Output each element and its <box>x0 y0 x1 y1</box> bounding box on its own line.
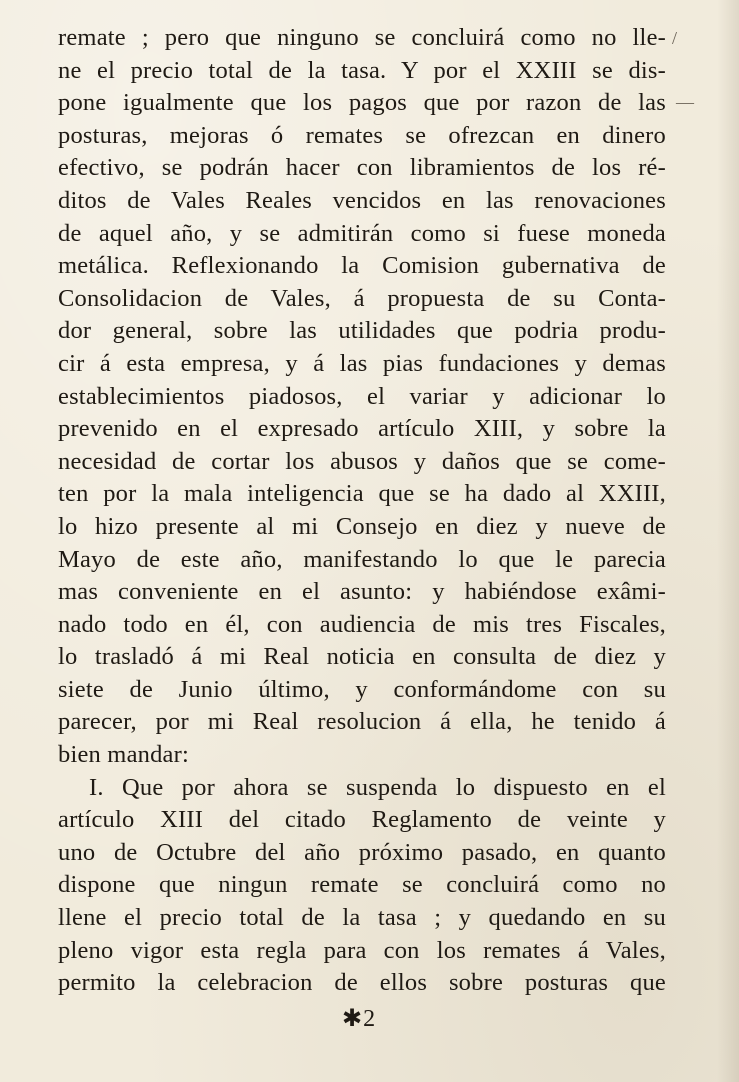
text-line: lo trasladó á mi Real noticia en consulta de diez y <box>58 643 666 671</box>
text-line: ten por la mala inteligencia que se ha dado al XXIII, <box>58 480 666 508</box>
text-line: lo hizo presente al mi Consejo en diez y nueve de <box>58 512 666 540</box>
text-line: uno de Octubre del año próximo pasado, en quanto <box>58 838 666 866</box>
text-line: Mayo de este año, manifestando lo que le parecia <box>58 545 666 573</box>
text-line: remate ; pero que ninguno se concluirá como no lle- <box>58 24 666 51</box>
text-line: llene el precio total de la tasa ; y quedando en su <box>58 904 666 932</box>
margin-stroke-mark: — <box>676 92 694 112</box>
text-line: parecer, por mi Real resolucion á ella, he tenido á <box>58 708 666 736</box>
text-line: mas conveniente en el asunto: y habiéndose exâmi- <box>58 578 666 606</box>
text-line: cir á esta empresa, y á las pias fundaciones y demas <box>58 349 666 377</box>
text-line: dor general, sobre las utilidades que podria produ- <box>58 317 666 345</box>
text-line: posturas, mejoras ó remates se ofrezcan en dinero <box>58 121 666 149</box>
text-line: Consolidacion de Vales, á propuesta de su Conta- <box>58 284 666 312</box>
page-edge-shadow <box>717 0 739 1082</box>
text-line: dispone que ningun remate se concluirá como no <box>58 871 666 899</box>
text-line: nado todo en él, con audiencia de mis tres Fiscales, <box>58 610 666 638</box>
text-line: establecimientos piadosos, el variar y adicionar lo <box>58 382 666 410</box>
text-line: artículo XIII del citado Reglamento de veinte y <box>58 806 666 834</box>
text-line: metálica. Reflexionando la Comision gubernativa de <box>58 252 666 280</box>
text-line: necesidad de cortar los abusos y daños que se come- <box>58 447 666 475</box>
text-line: pleno vigor esta regla para con los remates á Vales, <box>58 936 666 964</box>
signature-mark: ✱2 <box>342 1006 377 1032</box>
margin-stroke-mark: / <box>672 28 678 48</box>
text-line: ditos de Vales Reales vencidos en las renovaciones <box>58 186 666 214</box>
text-line: siete de Junio último, y conformándome con su <box>58 675 666 703</box>
text-line: prevenido en el expresado artículo XIII, y sobre la <box>58 415 666 443</box>
text-line: permito la celebracion de ellos sobre posturas que <box>58 969 666 997</box>
text-line: pone igualmente que los pagos que por razon de las <box>58 89 666 117</box>
paragraph-end-line: bien mandar: <box>58 741 189 769</box>
text-line: ne el precio total de la tasa. Y por el XXIII se dis- <box>58 56 666 84</box>
body-text <box>58 22 666 1000</box>
text-line: efectivo, se podrán hacer con libramientos de los ré- <box>58 154 666 182</box>
text-line: de aquel año, y se admitirán como si fuese moneda <box>58 219 666 247</box>
article-heading-line: I. Que por ahora se suspenda lo dispuesto en el <box>89 773 666 801</box>
